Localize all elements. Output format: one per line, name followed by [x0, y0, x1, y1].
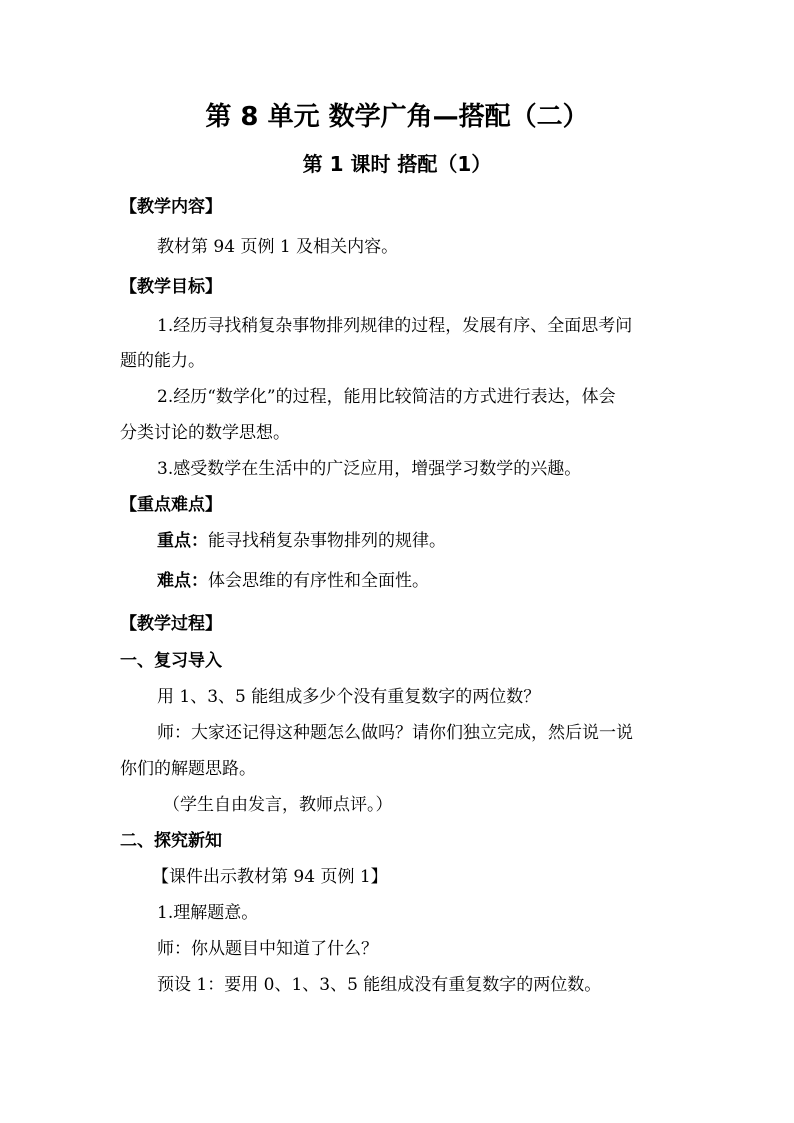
- goal-2-line-1: 2.经历“数学化”的过程，能用比较简洁的方式进行表达，体会: [157, 387, 616, 407]
- part-2-heading: 二、探究新知: [120, 831, 222, 851]
- key-points-heading: 【重点难点】: [120, 495, 222, 515]
- goal-1-line-1: 1.经历寻找稍复杂事物排列规律的过程，发展有序、全面思考问: [157, 316, 633, 336]
- part-1-note: （学生自由发言，教师点评。）: [163, 795, 393, 815]
- difficult-point-text: 体会思维的有序性和全面性。: [208, 571, 429, 591]
- part-1-teacher-line-1: 师：大家还记得这种题怎么做吗？请你们独立完成，然后说一说: [157, 723, 633, 743]
- goal-2-line-2: 分类讨论的数学思想。: [120, 423, 290, 443]
- process-heading: 【教学过程】: [120, 614, 222, 634]
- part-2-step-1: 1.理解题意。: [157, 903, 259, 923]
- part-1-question: 用 1、3、5 能组成多少个没有重复数字的两位数？: [157, 687, 541, 707]
- content-text: 教材第 94 页例 1 及相关内容。: [157, 237, 399, 257]
- goal-3: 3.感受数学在生活中的广泛应用，增强学习数学的兴趣。: [157, 459, 582, 479]
- part-1-teacher-line-2: 你们的解题思路。: [120, 759, 256, 779]
- difficult-point: [157, 570, 429, 592]
- part-2-teacher: 师：你从题目中知道了什么？: [157, 939, 378, 959]
- part-2-preset-1: 预设 1：要用 0、1、3、5 能组成没有重复数字的两位数。: [157, 975, 602, 995]
- part-2-courseware: 【课件出示教材第 94 页例 1】: [152, 867, 388, 887]
- difficult-point-label: 难点：: [157, 571, 208, 591]
- goal-1-line-2: 题的能力。: [120, 351, 205, 371]
- key-point-label: 重点：: [157, 531, 208, 551]
- goals-heading: 【教学目标】: [120, 277, 222, 297]
- key-point: [157, 530, 446, 552]
- part-1-heading: 一、复习导入: [120, 651, 222, 671]
- content-heading: 【教学内容】: [120, 197, 222, 217]
- key-point-text: 能寻找稍复杂事物排列的规律。: [208, 531, 446, 551]
- lesson-subtitle: 第 1 课时 搭配（1）: [302, 152, 492, 176]
- page-title: 第 8 单元 数学广角—搭配（二）: [205, 102, 589, 132]
